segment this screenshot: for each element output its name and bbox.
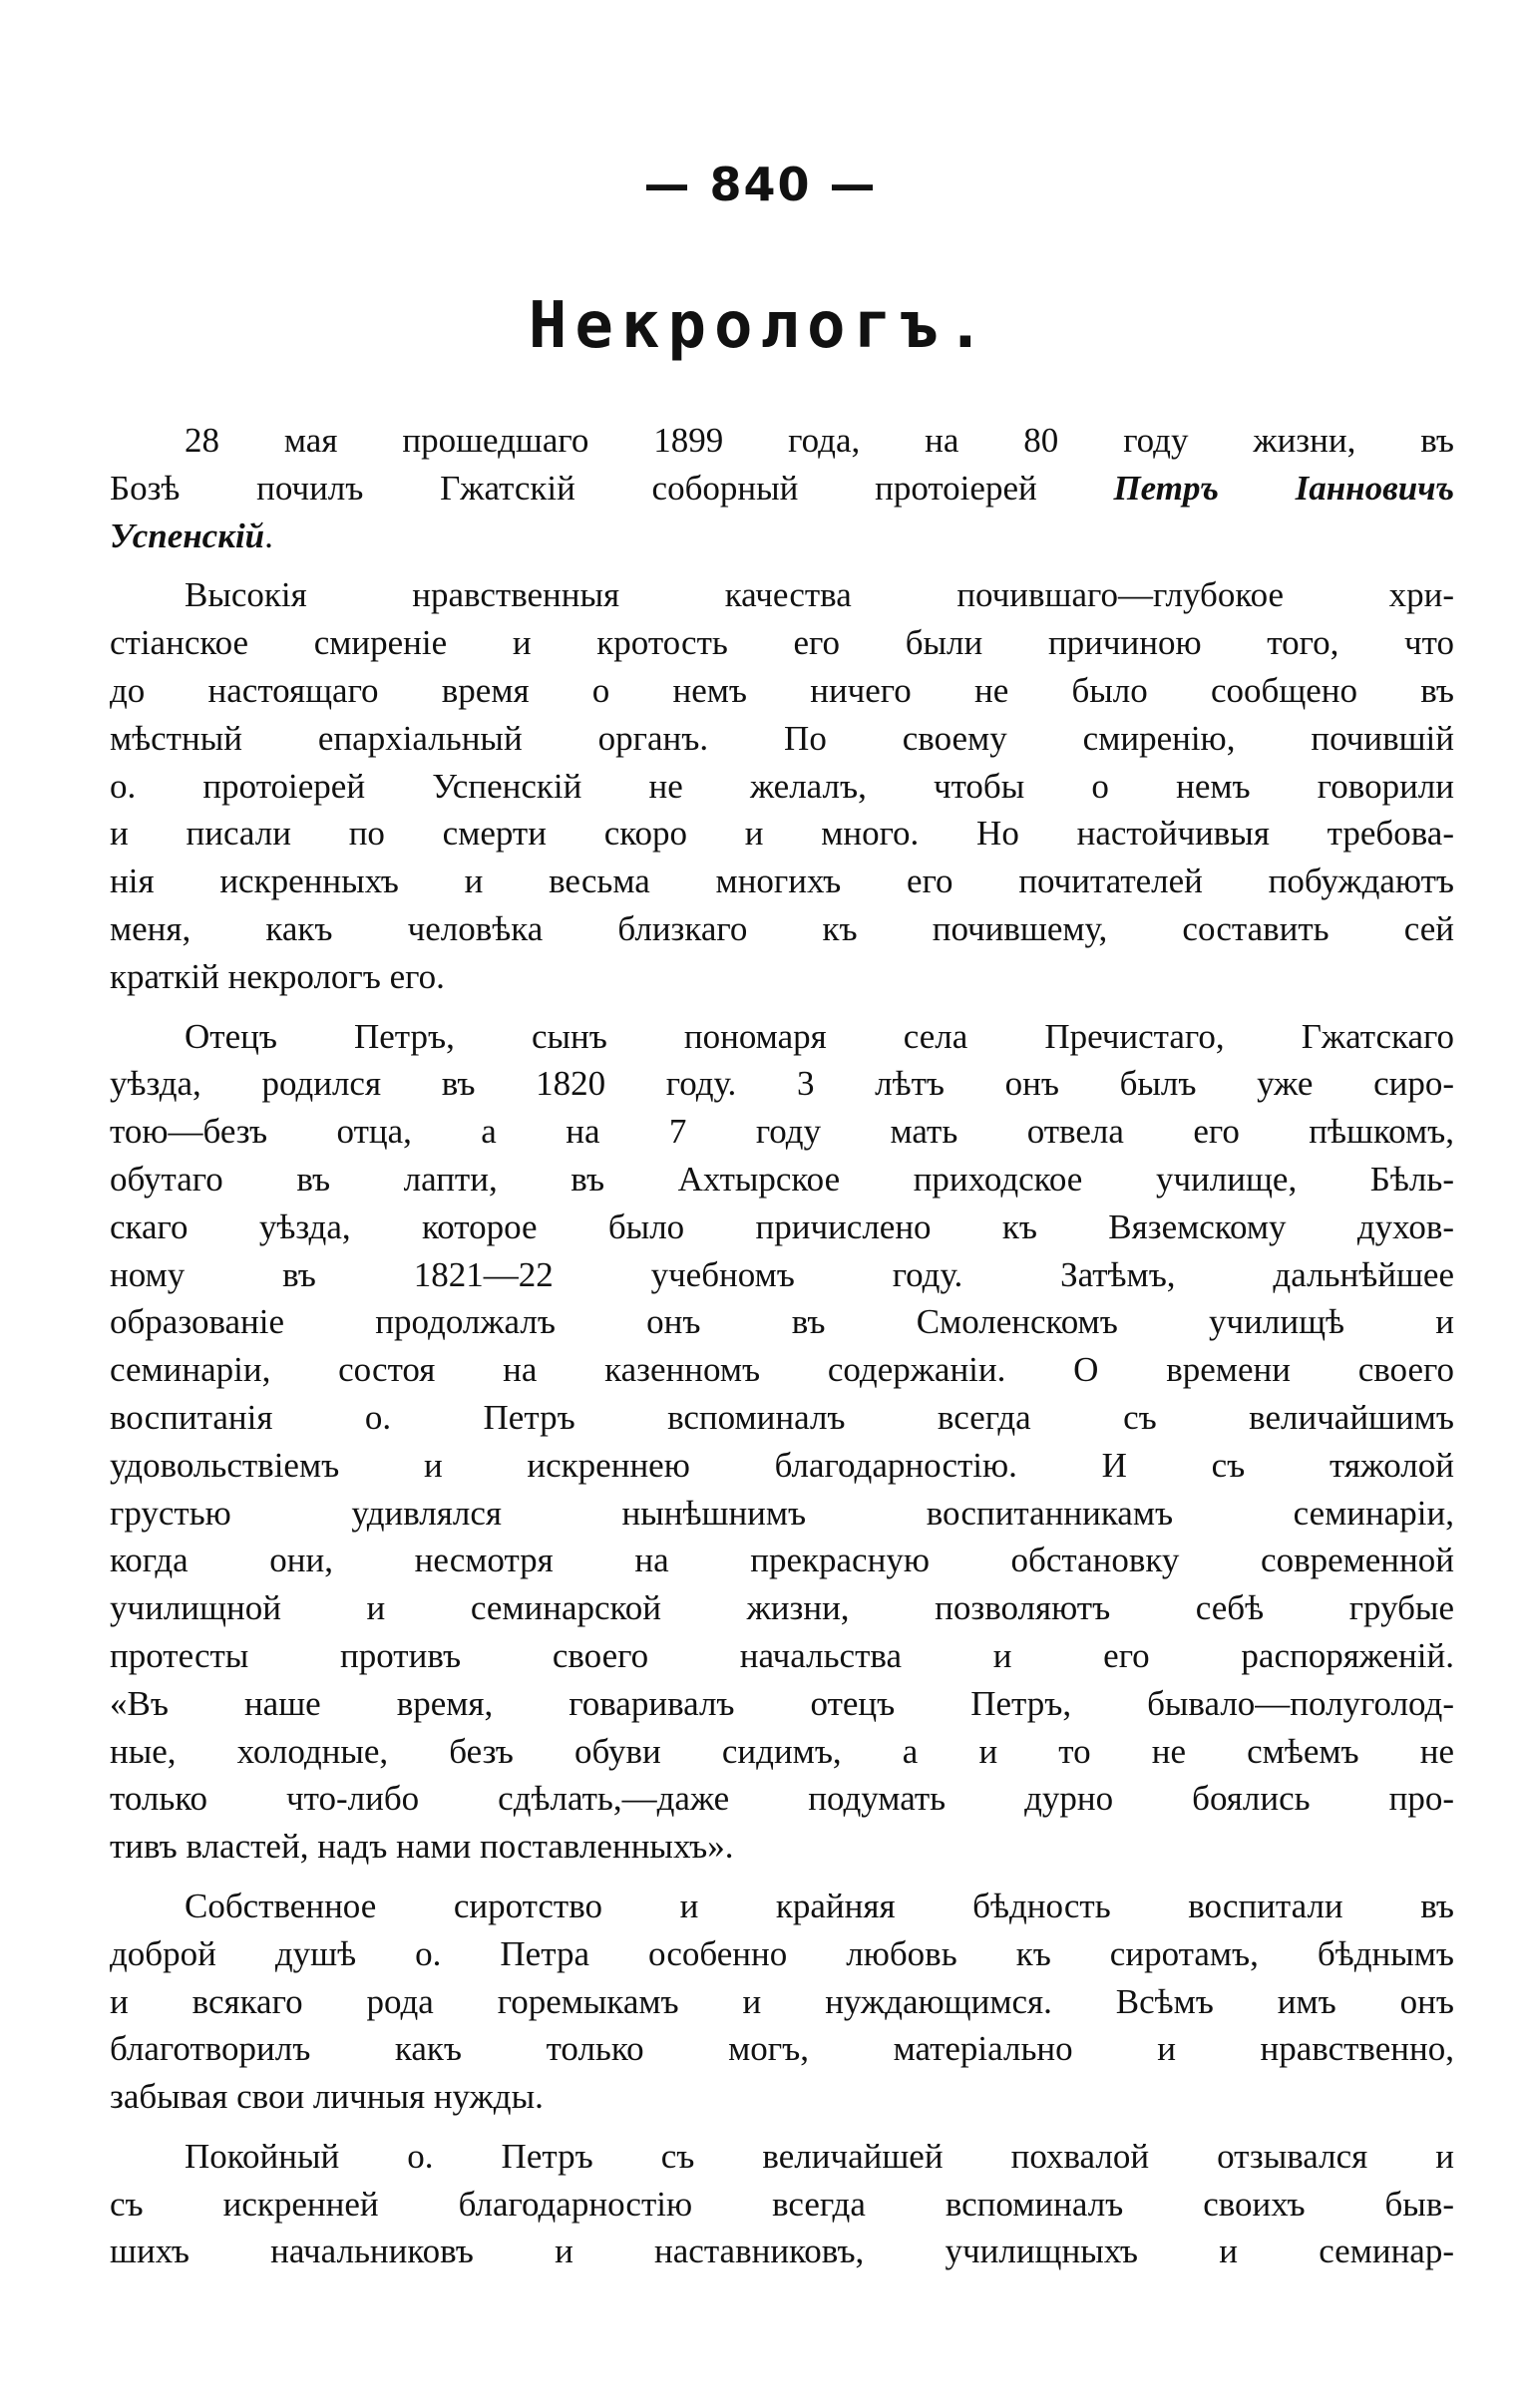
text-line: только что-либо сдѣлать,—даже подумать дурно боялись про-	[110, 1779, 1454, 1819]
text-line: грустью удивлялся нынѣшнимъ воспитанникамъ семинаріи,	[110, 1493, 1454, 1533]
text-line: забывая свои личныя нужды.	[110, 2077, 544, 2117]
text-line: и всякаго рода горемыкамъ и нуждающимся. Всѣмъ имъ онъ	[110, 1981, 1454, 2021]
text-line: съ искренней благодарностію всегда вспоминалъ своихъ быв-	[110, 2184, 1454, 2224]
text-line: семинаріи, состоя на казенномъ содержаніи. О времени своего	[110, 1350, 1454, 1390]
text-line: Покойный о. Петръ съ величайшей похвалой отзывался и	[185, 2136, 1454, 2176]
text-line: образованіе продолжалъ онъ въ Смоленскомъ училищѣ и	[110, 1302, 1454, 1342]
text-line: краткій некрологъ его.	[110, 956, 445, 996]
text-line: Собственное сиротство и крайняя бѣдность воспитали въ	[185, 1886, 1454, 1925]
text-line: благотворилъ какъ только могъ, матеріально и нравственно,	[110, 2029, 1454, 2069]
text-line: до настоящаго время о немъ ничего не было сообщено въ	[110, 670, 1454, 710]
person-surname: Успенскій	[110, 516, 265, 555]
text-line: о. протоіерей Успенскій не желалъ, чтобы о немъ говорили	[110, 766, 1454, 806]
text-line: тою—безъ отца, а на 7 году мать отвела его пѣшкомъ,	[110, 1112, 1454, 1152]
text-line: «Въ наше время, говаривалъ отецъ Петръ, бывало—полуголод-	[110, 1683, 1454, 1723]
text-line	[110, 465, 1454, 513]
text-line: тивъ властей, надъ нами поставленныхъ».	[110, 1827, 734, 1867]
text-line: 28 мая прошедшаго 1899 года, на 80 году жизни, въ	[185, 421, 1454, 460]
text-line: воспитанія о. Петръ вспоминалъ всегда съ величайшимъ	[110, 1397, 1454, 1437]
text-line: ному въ 1821—22 учебномъ году. Затѣмъ, дальнѣйшее	[110, 1254, 1454, 1294]
text-line: шихъ начальниковъ и наставниковъ, училищныхъ и семинар-	[110, 2232, 1454, 2271]
text-line: Отецъ Петръ, сынъ пономаря села Пречистаго, Гжатскаго	[185, 1016, 1454, 1056]
text-line: ные, холодные, безъ обуви сидимъ, а и то не смѣемъ не	[110, 1731, 1454, 1771]
text-line: училищной и семинарской жизни, позволяютъ себѣ грубые	[110, 1588, 1454, 1628]
person-name: Петръ Іанновичъ	[1113, 468, 1454, 508]
text-line: скаго уѣзда, которое было причислено къ Вяземскому духов-	[110, 1206, 1454, 1246]
text-line: доброй душѣ о. Петра особенно любовь къ сиротамъ, бѣднымъ	[110, 1933, 1454, 1973]
text-span: .	[264, 516, 273, 555]
page-number: — 840 —	[643, 158, 878, 211]
text-line	[110, 513, 1454, 560]
text-line: и писали по смерти скоро и много. Но настойчивыя требова-	[110, 814, 1454, 854]
text-line: Высокія нравственныя качества почившаго—глубокое хри-	[185, 575, 1454, 615]
text-span: Бозѣ почилъ Гжатскій соборный протоіерей	[110, 468, 1114, 508]
text-line: меня, какъ человѣка близкаго къ почившему, составить сей	[110, 908, 1454, 948]
body-text	[110, 417, 1454, 2275]
text-line: уѣзда, родился въ 1820 году. 3 лѣтъ онъ былъ уже сиро-	[110, 1064, 1454, 1104]
text-line: когда они, несмотря на прекрасную обстановку современной	[110, 1541, 1454, 1580]
text-line: нія искренныхъ и весьма многихъ его почитателей побуждаютъ	[110, 861, 1454, 901]
text-line: мѣстный епархіальный органъ. По своему смиренію, почившій	[110, 718, 1454, 758]
text-line: протесты противъ своего начальства и его распоряженій.	[110, 1635, 1454, 1675]
page-title: Некрологъ.	[528, 289, 993, 363]
text-line: удовольствіемъ и искреннею благодарностію. И съ тяжолой	[110, 1445, 1454, 1485]
text-line: обутаго въ лапти, въ Ахтырское приходское училище, Бѣль-	[110, 1159, 1454, 1199]
text-line: стіанское смиреніе и кротость его были причиною того, что	[110, 623, 1454, 663]
